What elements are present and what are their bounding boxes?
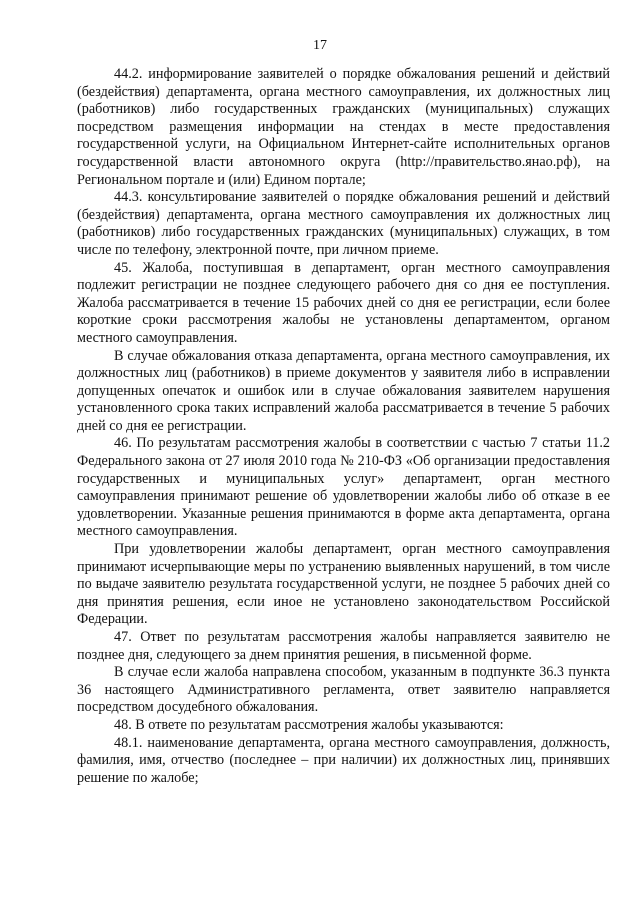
paragraph-47: 47. Ответ по результатам рассмотрения жалобы направляется заявителю не позднее дня, следующего за днем принятия решения, в письменной форме. xyxy=(77,629,610,663)
paragraph-48-1: 48.1. наименование департамента, органа местного самоуправления, должность, фамилия, имя, отчество (последнее – при наличии) их должностных лиц, принявших решение по жалобе; xyxy=(77,734,610,786)
page-number: 17 xyxy=(313,38,327,53)
paragraph-45: 45. Жалоба, поступившая в департамент, орган местного самоуправления подлежит регистрации не позднее следующего рабочего дня со дня ее поступления. Жалоба рассматривается в течение 15 рабочих дней со дня ее регистрации, если более короткие сроки рассмотрения жалобы не установлены департаментом, органом местного самоуправления. xyxy=(77,259,610,346)
paragraph-46: 46. По результатам рассмотрения жалобы в соответствии с частью 7 статьи 11.2 Федерального закона от 27 июля 2010 года № 210-ФЗ «Об организации предоставления государственных и муниципальных услуг» департамент, орган местного самоуправления принимают решение об удовлетворении жалобы либо об отказе в ее удовлетворении. Указанные решения принимаются в форме акта департамента, органа местного самоуправления. xyxy=(77,435,610,540)
paragraph-44-2: 44.2. информирование заявителей о порядке обжалования решений и действий (бездействия) департамента, органа местного самоуправления, их должностных лиц (работников) либо государственных гражданских (муниципальных) служащих посредством размещения информации на стендах в месте предоставления государственной услуги, на Официальном Интернет-сайте исполнительных органов государственной власти автономного округа (http://правительство.янао.рф), на Региональном портале и (или) Едином портале; xyxy=(77,66,610,188)
paragraph-44-3: 44.3. консультирование заявителей о порядке обжалования решений и действий (бездействия) департамента, органа местного самоуправления их должностных лиц (работников) либо государственных гражданских (муниципальных) служащих, в том числе по телефону, электронной почте, при личном приеме. xyxy=(77,189,610,258)
paragraph-46-satisfaction: При удовлетворении жалобы департамент, орган местного самоуправления принимают исчерпывающие меры по устранению выявленных нарушений, в том числе по выдаче заявителю результата государственной услуги, не позднее 5 рабочих дней со дня принятия решения, если иное не установлено законодательством Российской Федерации. xyxy=(77,541,610,628)
paragraph-48: 48. В ответе по результатам рассмотрения жалобы указываются: xyxy=(114,716,504,733)
paragraph-45-appeal-refusal: В случае обжалования отказа департамента, органа местного самоуправления, их должностных лиц (работников) в приеме документов у заявителя либо в исправлении допущенных опечаток и ошибок или в случае обжалования заявителем нарушения установленного срока таких исправлений жалоба рассматривается в течение 5 рабочих дней со дня ее регистрации. xyxy=(77,347,610,434)
document-body xyxy=(77,66,610,787)
paragraph-47-method: В случае если жалоба направлена способом, указанным в подпункте 36.3 пункта 36 настоящего Административного регламента, ответ заявителю направляется посредством досудебного обжалования. xyxy=(77,664,610,716)
